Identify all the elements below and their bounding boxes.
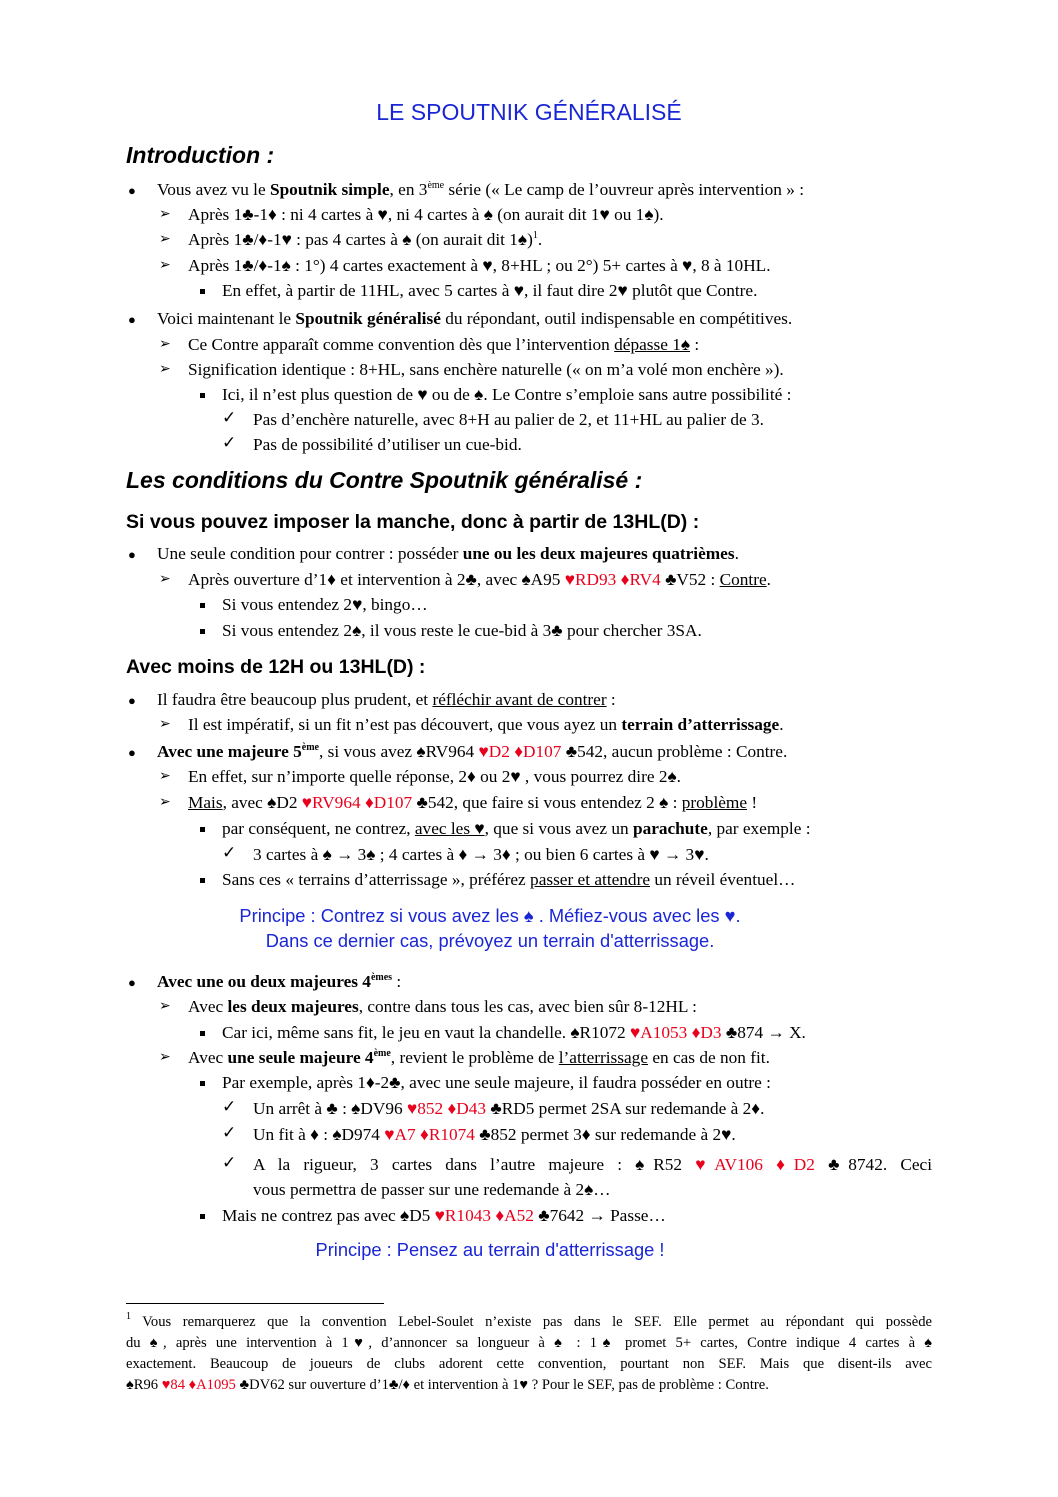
cond-sub-5: Car ici, même sans fit, le jeu en vaut la chandelle. ♠R1072 ♥A1053 ♦D3 ♣874 → X.: [222, 1023, 806, 1042]
cond-check-2: Un arrêt à ♣ : ♠DV96 ♥852 ♦D43 ♣RD5 permet 2SA sur redemande à 2♦.: [253, 1099, 765, 1118]
intro-bullet-2: Voici maintenant le Spoutnik généralisé du répondant, outil indispensable en compétitives.: [157, 309, 793, 328]
cond-arrow-2: Il est impératif, si un fit n’est pas découvert, que vous ayez un terrain d’atterrissage.: [188, 715, 784, 734]
bullet-icon: ●: [128, 975, 136, 990]
intro-arrow-1: Après 1♣-1♦ : ni 4 cartes à ♥, ni 4 cartes à ♠ (on aurait dit 1♥ ou 1♠).: [188, 205, 664, 224]
intro-arrow-5: Signification identique : 8+HL, sans enchère naturelle (« on m’a volé mon enchère »).: [188, 360, 784, 379]
footnote-line-2: du ♠, après une intervention à 1♥, d’annoncer sa longueur à ♠ : 1♠ promet 5+ cartes, Contre indique 4 cartes à ♠: [126, 1335, 932, 1351]
intro-sub-1: En effet, à partir de 11HL, avec 5 cartes à ♥, il faut dire 2♥ plutôt que Contre.: [222, 281, 758, 300]
arrow-bullet-icon: ➢: [159, 207, 171, 222]
cond-arrow-6: Avec une seule majeure 4ème, revient le problème de l’atterrissage en cas de non fit.: [188, 1048, 770, 1067]
arrow-bullet-icon: ➢: [159, 232, 171, 247]
square-bullet-icon: [200, 603, 205, 608]
checkmark-icon: ✓: [222, 1097, 237, 1117]
cond-sub-7: Mais ne contrez pas avec ♠D5 ♥R1043 ♦A52 ♣7642 → Passe…: [222, 1206, 666, 1225]
section-heading-conditions: Les conditions du Contre Spoutnik généralisé :: [126, 467, 643, 493]
principle-1-line-2: Dans ce dernier cas, prévoyez un terrain d'atterrissage.: [265, 930, 715, 951]
bullet-icon: ●: [128, 312, 136, 327]
intro-check-2: Pas de possibilité d’utiliser un cue-bid.: [253, 435, 522, 454]
section-heading-introduction: Introduction :: [126, 142, 275, 168]
cond-sub-3: par conséquent, ne contrez, avec les ♥, que si vous avez un parachute, par exemple :: [222, 819, 811, 838]
footnote-line-4: ♠R96 ♥84 ♦A1095 ♣DV62 sur ouverture d’1♣/♦ et intervention à 1♥ ? Pour le SEF, pas de problème : Contre.: [126, 1377, 769, 1393]
square-bullet-icon: [200, 393, 205, 398]
page-title: LE SPOUTNIK GÉNÉRALISÉ: [376, 99, 682, 125]
checkmark-icon: ✓: [222, 1153, 237, 1173]
subsection-heading-manche: Si vous pouvez imposer la manche, donc à partir de 13HL(D) :: [126, 511, 700, 533]
bullet-icon: ●: [128, 693, 136, 708]
cond-arrow-4: Mais, avec ♠D2 ♥RV964 ♦D107 ♣542, que faire si vous entendez 2 ♠ : problème !: [188, 793, 758, 812]
intro-arrow-2: Après 1♣/♦-1♥ : pas 4 cartes à ♠ (on aurait dit 1♠)$^1$.: [188, 230, 543, 249]
arrow-bullet-icon: ➢: [159, 337, 171, 352]
cond-sub-4: Sans ces « terrains d’atterrissage », préférez passer et attendre un réveil éventuel…: [222, 870, 796, 889]
intro-bullet-1: Vous avez vu le Spoutnik simple, en 3ème série (« Le camp de l’ouvreur après intervention » :: [157, 180, 804, 199]
cond-bullet-2: Il faudra être beaucoup plus prudent, et réfléchir avant de contrer :: [157, 690, 616, 709]
cond-check-4: A la rigueur, 3 cartes dans l’autre majeure : ♠R52 ♥AV106 ♦D2 ♣8742. Ceci: [253, 1155, 932, 1174]
square-bullet-icon: [200, 629, 205, 634]
intro-arrow-4: Ce Contre apparaît comme convention dès que l’intervention dépasse 1♠ :: [188, 335, 700, 354]
square-bullet-icon: [200, 1081, 205, 1086]
cond-check-4-continued: vous permettra de passer sur une redemande à 2♠…: [253, 1180, 611, 1199]
cond-arrow-1: Après ouverture d’1♦ et intervention à 2♣, avec ♠A95 ♥RD93 ♦RV4 ♣V52 : Contre.: [188, 570, 771, 589]
square-bullet-icon: [200, 827, 205, 832]
square-bullet-icon: [200, 1214, 205, 1219]
footnote-separator: [126, 1303, 384, 1304]
cond-bullet-3: Avec une majeure 5ème, si vous avez ♠RV964 ♥D2 ♦D107 ♣542, aucun problème : Contre.: [157, 742, 788, 761]
arrow-bullet-icon: ➢: [159, 795, 171, 810]
checkmark-icon: ✓: [222, 408, 237, 428]
arrow-bullet-icon: ➢: [159, 1050, 171, 1065]
footnote-line-3: exactement. Beaucoup de joueurs de clubs adorent cette convention, pourtant non SEF. Mais que disent-ils avec: [126, 1356, 932, 1372]
cond-bullet-1: Une seule condition pour contrer : posséder une ou les deux majeures quatrièmes.: [157, 544, 739, 563]
cond-sub-1: Si vous entendez 2♥, bingo…: [222, 595, 428, 614]
arrow-bullet-icon: ➢: [159, 717, 171, 732]
bullet-icon: ●: [128, 745, 136, 760]
footnote-line-1: $^1$ Vous remarquerez que la convention Lebel-Soulet n’existe pas dans le SEF. Elle permet au répondant qui possède: [126, 1311, 932, 1330]
cond-arrow-5: Avec les deux majeures, contre dans tous les cas, avec bien sûr 8-12HL :: [188, 997, 697, 1016]
arrow-bullet-icon: ➢: [159, 362, 171, 377]
cond-sub-2: Si vous entendez 2♠, il vous reste le cue-bid à 3♣ pour chercher 3SA.: [222, 621, 702, 640]
checkmark-icon: ✓: [222, 843, 237, 863]
arrow-bullet-icon: ➢: [159, 572, 171, 587]
cond-arrow-3: En effet, sur n’importe quelle réponse, 2♦ ou 2♥ , vous pourrez dire 2♠.: [188, 767, 681, 786]
intro-arrow-3: Après 1♣/♦-1♠ : 1°) 4 cartes exactement à ♥, 8+HL ; ou 2°) 5+ cartes à ♥, 8 à 10HL.: [188, 256, 771, 275]
cond-bullet-4: Avec une ou deux majeures 4èmes :: [157, 972, 402, 991]
bullet-icon: ●: [128, 183, 136, 198]
subsection-heading-moins: Avec moins de 12H ou 13HL(D) :: [126, 656, 426, 678]
arrow-bullet-icon: ➢: [159, 999, 171, 1014]
bullet-icon: ●: [128, 547, 136, 562]
arrow-bullet-icon: ➢: [159, 258, 171, 273]
intro-sub-2: Ici, il n’est plus question de ♥ ou de ♠. Le Contre s’emploie sans autre possibilité :: [222, 385, 792, 404]
principle-2: Principe : Pensez au terrain d'atterrissage !: [315, 1239, 665, 1260]
square-bullet-icon: [200, 878, 205, 883]
cond-sub-6: Par exemple, après 1♦-2♣, avec une seule majeure, il faudra posséder en outre :: [222, 1073, 771, 1092]
principle-1-line-1: Principe : Contrez si vous avez les ♠ . Méfiez-vous avec les ♥.: [239, 905, 741, 926]
intro-check-1: Pas d’enchère naturelle, avec 8+H au palier de 2, et 11+HL au palier de 3.: [253, 410, 764, 429]
square-bullet-icon: [200, 1031, 205, 1036]
checkmark-icon: ✓: [222, 1123, 237, 1143]
checkmark-icon: ✓: [222, 433, 237, 453]
cond-check-3: Un fit à ♦ : ♠D974 ♥A7 ♦R1074 ♣852 permet 3♦ sur redemande à 2♥.: [253, 1125, 736, 1144]
cond-check-1: 3 cartes à ♠ → 3♠ ; 4 cartes à ♦ → 3♦ ; ou bien 6 cartes à ♥ → 3♥.: [253, 845, 709, 864]
square-bullet-icon: [200, 289, 205, 294]
arrow-bullet-icon: ➢: [159, 769, 171, 784]
